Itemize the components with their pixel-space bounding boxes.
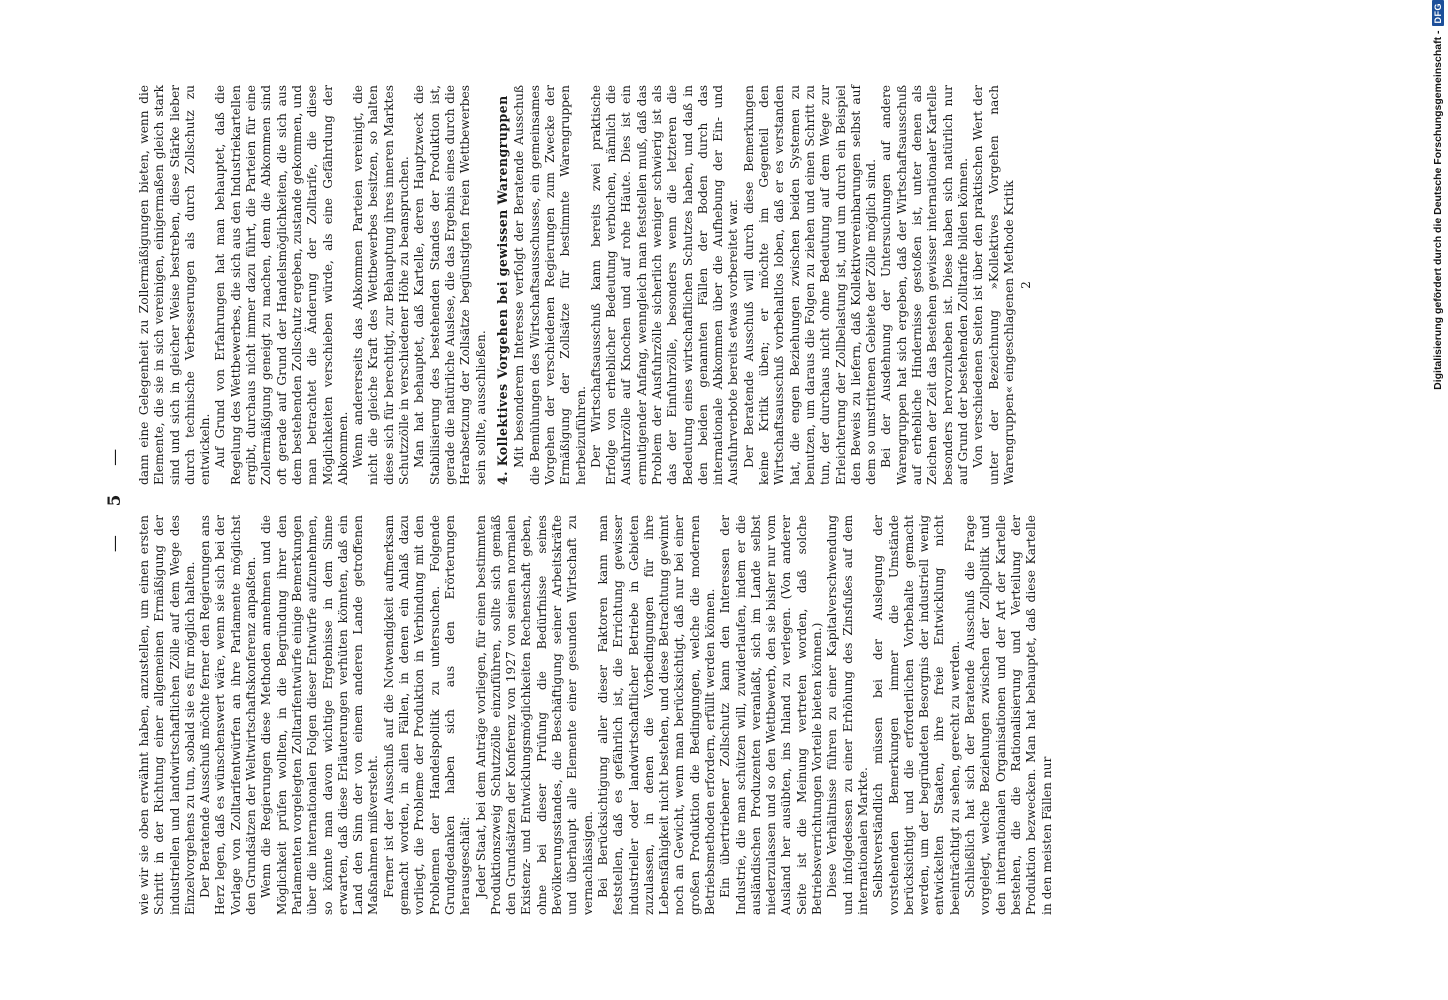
- page-number: 5: [105, 493, 125, 507]
- right-column-paragraph: Wenn andererseits das Abkommen Parteien vereinigt, die nicht die gleiche Kraft des Wettbewerbes besitzen, so halten diese sich für berechtigt, zur Behauptung ihres inneren Marktes Schutzzölle in verschiedener Höhe zu beanspruchen.: [351, 85, 412, 485]
- left-column-paragraph: wie wir sie oben erwähnt haben, anzustellen, um einen ersten Schritt in der Richtung einer allgemeinen Ermäßigung der industriellen und landwirtschaftlichen Zölle auf dem Wege des Einzelvorgehens zu tun, sobald sie es für möglich halten.: [137, 515, 197, 915]
- left-column-paragraph: Wenn die Regierungen diese Methoden annehmen und die Möglichkeit prüfen wollten, in die Begründung ihrer den Parlamenten vorgelegten Zolltarifentwürfe einige Bemerkungen über die internationalen Folgen dieser Entwürfe aufzunehmen, so könnte man davon wichtige Ergebnisse in dem Sinne erwarten, daß diese Erläuterungen verhüten könnten, daß ein Land den Sinn der von einem anderen Lande getroffenen Maßnahmen mißversteht.: [259, 515, 381, 915]
- section-paragraph: Der Wirtschaftsausschuß kann bereits zwei praktische Erfolge von erheblicher Bedeutung verbuchen, nämlich die Ausfuhrzölle auf Knochen und auf rohe Häute. Dies ist ein ermutigender Anfang, wenngleich man feststellen muß, daß das Problem der Ausfuhrzölle sicherlich weniger schwierig ist als das der Einfuhrzölle, besonders wenn die letzteren die Bedeutung eines wirtschaftlichen Schutzes haben, und daß in den beiden genannten Fällen der Boden durch das internationale Abkommen über die Aufhebung der Ein- und Ausfuhrverbote bereits etwas vorbereitet war.: [588, 85, 741, 485]
- left-column-paragraph: Ein übertriebener Zollschutz kann den Interessen der Industrie, die man schützen will, zuwiderlaufen, indem er die ausländischen Produzenten veranlaßt, sich im Lande selbst niederzulassen und so den Wettbewerb, den sie bisher nur vom Ausland her ausübten, ins Inland zu verlegen. (Von anderer Seite ist die Meinung vertreten worden, daß solche Betriebsverrichtungen Vorteile bieten können.): [718, 515, 825, 915]
- left-column-paragraph: Diese Verhältnisse führen zu einer Kapitalverschwendung und infolgedessen zu einer Erhöhung des Zinsfußes auf dem internationalen Markte.: [825, 515, 870, 915]
- section-paragraph: Bei der Ausdehnung der Untersuchungen auf andere Warengruppen hat sich ergeben, daß der Wirtschaftsausschuß auf erhebliche Hindernisse gestoßen ist, unter denen als Zeichen der Zeit das Bestehen gewisser internationaler Kartelle besonders hervorzuheben ist. Diese haben sich natürlich nur auf Grund der bestehenden Zolltarife bilden können.: [879, 85, 970, 485]
- section-heading: 4. Kollektives Vorgehen bei gewissen Warengruppen: [494, 95, 510, 485]
- section-paragraph: Von verschiedenen Seiten ist über den praktischen Wert der unter der Bezeichnung »Kollektives Vorgehen nach Warengruppen« eingeschlagenen Methode Kritik: [971, 85, 1016, 485]
- left-column-paragraph: Schließlich hat sich der Beratende Ausschuß die Frage vorgelegt, welche Beziehungen zwischen der Zollpolitik und den internationalen Organisationen und der Art der Kartelle bestehen, die die Rationalisierung und Verteilung der Produktion bezwecken. Man hat behauptet, daß diese Kartelle in den meisten Fällen nur: [963, 515, 1054, 915]
- left-column-paragraph: Jeder Staat, bei dem Anträge vorliegen, für einen bestimmten Produktionszweig Schutzzölle einzuführen, sollte sich gemäß den Grundsätzen der Konferenz von 1927 von seinen normalen Existenz- und Entwicklungsmöglichkeiten Rechenschaft geben, ohne bei dieser Prüfung die Bedürfnisse seines Bevölkerungsstandes, die Beschäftigung seiner Arbeitskräfte und überhaupt alle Elemente einer gesunden Wirtschaft zu vernachlässigen.: [473, 515, 595, 915]
- left-column-paragraph: Der Beratende Ausschuß möchte ferner den Regierungen ans Herz legen, daß es wünschenswert wäre, wenn sie sich bei der Vorlage von Zolltarifentwürfen an ihre Parlamente möglichst den Grundsätzen der Weltwirtschaftskonferenz anpaßten.: [198, 515, 259, 915]
- left-text-column: [137, 515, 1055, 915]
- signature-mark: 2: [1019, 281, 1034, 289]
- header-dash-left: —: [105, 534, 125, 553]
- right-column-top: [137, 85, 489, 485]
- right-column-paragraph: Man hat behauptet, daß Kartelle, deren Hauptzweck die Stabilisierung des bestehenden Standes der Produktion ist, gerade die natürliche Auslese, die das Ergebnis eines durch die Herabsetzung der Zollsätze begünstigten freien Wettbewerbes sein sollte, ausschließen.: [412, 85, 488, 485]
- section-paragraph: Der Beratende Ausschuß will durch diese Bemerkungen keine Kritik üben; er möchte im Gegenteil den Wirtschaftsausschuß vorbehaltlos loben, daß er es verstanden hat, die engen Beziehungen zwischen beiden Systemen zu benutzen, um daraus die Folgen zu ziehen und einen Schritt zu tun, der durchaus nicht ohne Bedeutung auf dem Wege zur Erleichterung der Zollbelastung ist, und um durch ein Beispiel den Beweis zu liefern, daß Kollektivvereinbarungen selbst auf dem so umstrittenen Gebiete der Zölle möglich sind.: [741, 85, 879, 485]
- right-text-column: [137, 85, 1034, 485]
- dfg-digitization-note: [1428, 0, 1448, 990]
- page-header: [105, 85, 131, 915]
- right-column-bottom: [512, 85, 1017, 485]
- rotated-page: [105, 85, 1285, 915]
- section-paragraph: Mit besonderem Interesse verfolgt der Beratende Ausschuß die Bemühungen des Wirtschaftsausschusses, ein gemeinsames Vorgehen der verschiedenen Regierungen zum Zwecke der Ermäßigung der Zollsätze für bestimmte Warengruppen herbeizuführen.: [512, 85, 588, 485]
- left-column-paragraph: Selbstverständlich müssen bei der Auslegung der vorstehenden Bemerkungen immer die Umstände berücksichtigt und die erforderlichen Vorbehalte gemacht werden, um der begründeten Besorgnis der industriell wenig entwickelten Staaten, ihre freie Entwicklung nicht beeinträchtigt zu sehen, gerecht zu werden.: [871, 515, 962, 915]
- right-column-paragraph: dann eine Gelegenheit zu Zollermäßigungen bieten, wenn die Elemente, die sie in sich vereinigen, einigermaßen gleich stark sind und sich in gleicher Weise bestreben, diese Stärke lieber durch technische Verbesserungen als durch Zollschutz zu entwickeln.: [137, 85, 213, 485]
- right-column-paragraph: Auf Grund von Erfahrungen hat man behauptet, daß die Regelung des Wettbewerbes, die sich aus den Industriekartellen ergibt, durchaus nicht immer dazu führt, die Parteien für eine Zollermäßigung geneigt zu machen, denn die Abkommen sind oft gerade auf Grund der Handelsmöglichkeiten, die sich aus dem bestehenden Zollschutz ergeben, zustande gekommen, und man betrachtet die Änderung der Zolltarife, die diese Möglichkeiten verschieben würde, als eine Gefährdung der Abkommen.: [213, 85, 350, 485]
- left-column-paragraph: Bei Berücksichtigung aller dieser Faktoren kann man feststellen, daß es gefährlich ist, die Errichtung gewisser industrieller oder landwirtschaftlicher Betriebe in Gebieten zuzulassen, in denen die Vorbedingungen für ihre Lebensfähigkeit nicht bestehen, und diese Betrachtung gewinnt noch an Gewicht, wenn man berücksichtigt, daß nur bei einer großen Produktion die Bedingungen, welche die modernen Betriebsmethoden erfordern, erfüllt werden können.: [595, 515, 717, 915]
- dfg-logo-icon: DFG: [1432, 0, 1444, 27]
- dfg-note-text: Digitalisierung gefördert durch die Deutsche Forschungsgemeinschaft -: [1432, 30, 1444, 390]
- left-column-paragraph: Ferner ist der Ausschuß auf die Notwendigkeit aufmerksam gemacht worden, in allen Fällen, in denen ein Anlaß dazu vorliegt, die Probleme der Produktion in Verbindung mit den Problemen der Handelspolitik zu untersuchen. Folgende Grundgedanken haben sich aus den Erörterungen herausgeschält:: [381, 515, 473, 915]
- header-dash-right: —: [105, 447, 125, 466]
